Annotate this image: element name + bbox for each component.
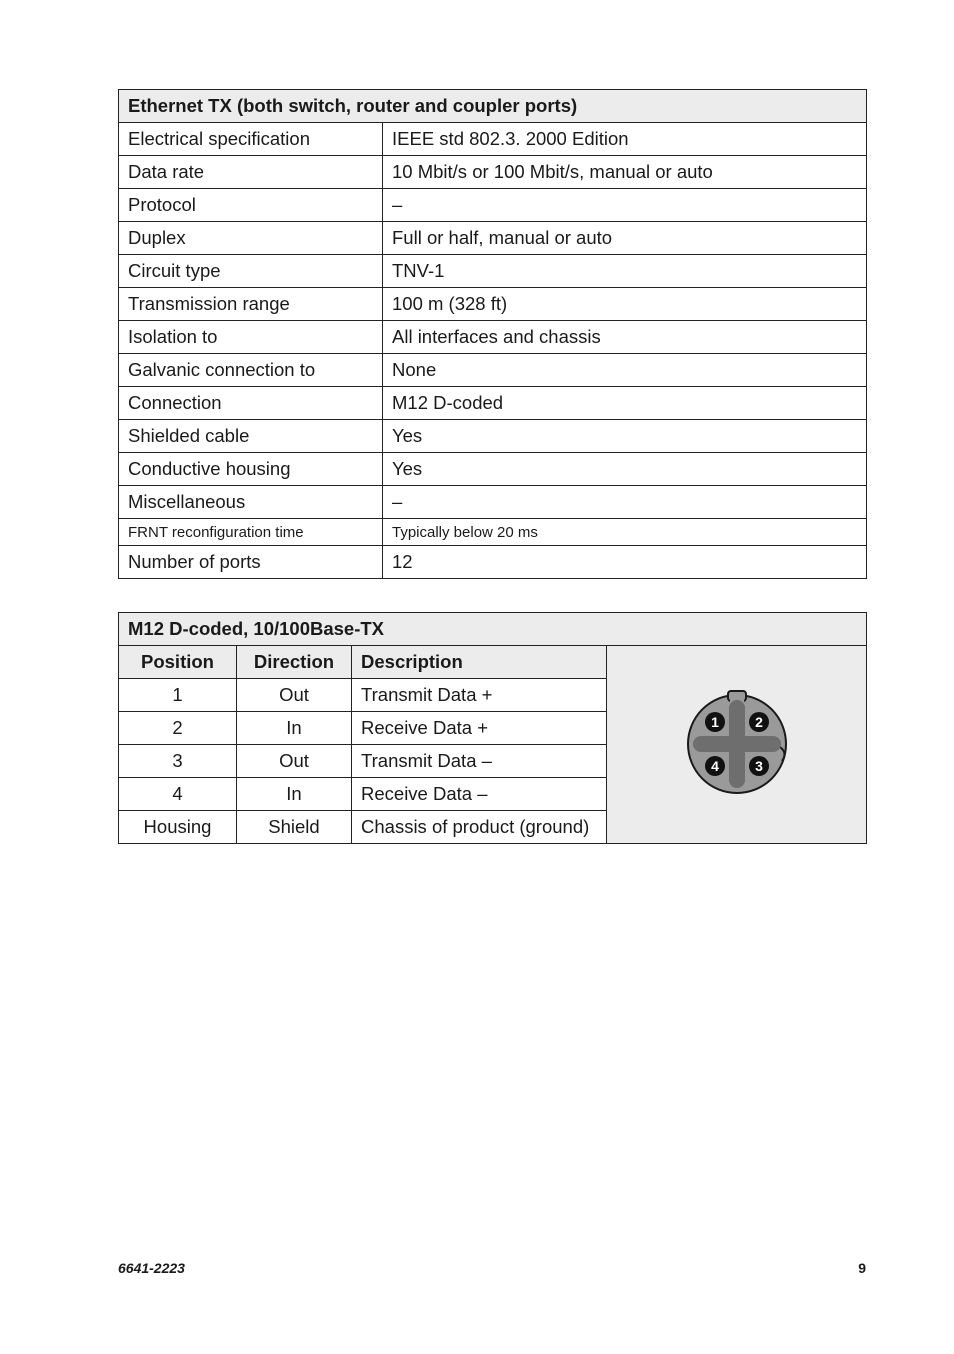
pin-4-icon	[705, 756, 725, 776]
pin-1-icon	[705, 712, 725, 732]
pin-description: Chassis of product (ground)	[352, 811, 607, 844]
table-row	[119, 420, 867, 453]
spec-key: Galvanic connection to	[119, 354, 383, 387]
spec-value: TNV-1	[383, 255, 867, 288]
spec-key: Miscellaneous	[119, 486, 383, 519]
spec-value: M12 D-coded	[383, 387, 867, 420]
pin-direction: Out	[237, 745, 352, 778]
table-row	[119, 288, 867, 321]
pin-table-title: M12 D-coded, 10/100Base-TX	[119, 613, 867, 646]
spec-key: Transmission range	[119, 288, 383, 321]
pin-3-icon	[749, 756, 769, 776]
col-header-position: Position	[119, 646, 237, 679]
table-row	[119, 453, 867, 486]
spec-key: Conductive housing	[119, 453, 383, 486]
spec-value: 100 m (328 ft)	[383, 288, 867, 321]
pin-position: Housing	[119, 811, 237, 844]
spec-value: All interfaces and chassis	[383, 321, 867, 354]
spec-value: Full or half, manual or auto	[383, 222, 867, 255]
table-row	[119, 123, 867, 156]
spec-key: Isolation to	[119, 321, 383, 354]
col-header-description: Description	[352, 646, 607, 679]
table-row	[119, 387, 867, 420]
pin-description: Receive Data –	[352, 778, 607, 811]
spec-value: Yes	[383, 420, 867, 453]
pin-position: 1	[119, 679, 237, 712]
pin-description: Transmit Data +	[352, 679, 607, 712]
table-row	[119, 519, 867, 546]
pin-position: 4	[119, 778, 237, 811]
pin-direction: In	[237, 712, 352, 745]
ethernet-spec-table	[118, 89, 867, 579]
pin-direction: Shield	[237, 811, 352, 844]
pin-position: 2	[119, 712, 237, 745]
svg-text:3: 3	[754, 758, 763, 774]
spec-value: IEEE std 802.3. 2000 Edition	[383, 123, 867, 156]
connector-diagram-cell	[607, 646, 867, 844]
table-row	[119, 255, 867, 288]
table-row	[119, 156, 867, 189]
table-row	[119, 189, 867, 222]
spec-value: None	[383, 354, 867, 387]
spec-value: Yes	[383, 453, 867, 486]
pin-position: 3	[119, 745, 237, 778]
svg-text:2: 2	[754, 714, 763, 730]
spec-value: Typically below 20 ms	[383, 519, 867, 546]
spec-value: 10 Mbit/s or 100 Mbit/s, manual or auto	[383, 156, 867, 189]
spec-key: Duplex	[119, 222, 383, 255]
pin-direction: In	[237, 778, 352, 811]
table-row	[119, 321, 867, 354]
pin-2-icon	[749, 712, 769, 732]
footer-page-number: 9	[858, 1260, 866, 1276]
svg-text:1: 1	[710, 714, 719, 730]
spec-key: FRNT reconfiguration time	[119, 519, 383, 546]
spec-key: Shielded cable	[119, 420, 383, 453]
table-row	[119, 354, 867, 387]
spec-key: Circuit type	[119, 255, 383, 288]
svg-text:4: 4	[710, 758, 719, 774]
pin-description: Transmit Data –	[352, 745, 607, 778]
m12-connector-icon	[682, 687, 792, 797]
pin-direction: Out	[237, 679, 352, 712]
footer-doc-code: 6641-2223	[118, 1260, 185, 1276]
spec-key: Electrical specification	[119, 123, 383, 156]
spec-value: 12	[383, 546, 867, 579]
spec-key: Connection	[119, 387, 383, 420]
spec-value: –	[383, 189, 867, 222]
spec-key: Number of ports	[119, 546, 383, 579]
spec-key: Data rate	[119, 156, 383, 189]
m12-pinout-table	[118, 612, 867, 844]
table-row	[119, 222, 867, 255]
spec-key: Protocol	[119, 189, 383, 222]
pin-description: Receive Data +	[352, 712, 607, 745]
spec-table-title: Ethernet TX (both switch, router and coupler ports)	[119, 90, 867, 123]
col-header-direction: Direction	[237, 646, 352, 679]
table-row	[119, 486, 867, 519]
spec-value: –	[383, 486, 867, 519]
table-row	[119, 546, 867, 579]
